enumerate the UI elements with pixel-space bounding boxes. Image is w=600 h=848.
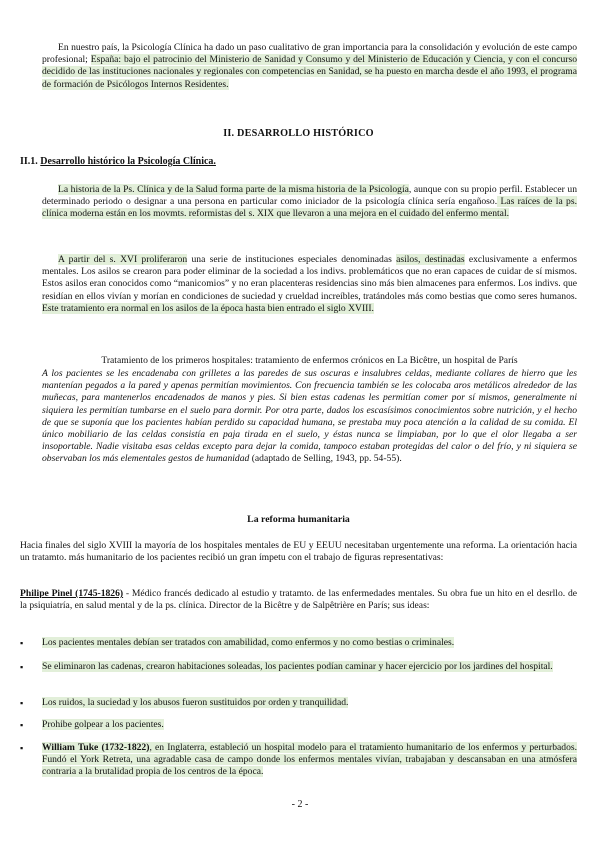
quote-body: A los pacientes se les encadenaba con grilletes a las paredes de sus oscuras e insalubres celdas, mediante collares de hierro que les mantenían pegados a la pared y apenas permitían movimientos. Con frecuencia también se les colocaba aros metálicos alrededor de las muñecas, para mantenerlos encadenados de manos y pies. Si bien estas cadenas les permitían comer por sí mismos, generalmente ni siquiera les permitían tumbarse en el suelo para dormir. Por otra parte, dados los escasísimos conocimientos sobre nutrición, y el hecho de que se suponía que los pacientes habían perdido su capacidad humana, se prestaba muy poca atención a la calidad de su comida. El único mobiliario de las celdas consistía en paja tirada en el suelo, y éstas nunca se limpiaban, por lo que el olor llegaba a ser insoportable. Nadie visitaba esas celdas excepto para dejar la comida, tampoco estaban protegidas del calor o del frío, y ni siquiera se observaban los más elementales gestos de humanidad bbox=[42, 368, 577, 465]
quote-title: Tratamiento de los primeros hospitales: tratamiento de enfermos crónicos en La Bicêtre, un hospital de París bbox=[101, 355, 518, 366]
list-item bbox=[20, 637, 577, 649]
page-number: - 2 - bbox=[291, 799, 309, 810]
asylums-text-1: una serie de instituciones especiales denominadas bbox=[187, 254, 397, 265]
intro-paragraph bbox=[42, 42, 577, 91]
history-highlight-2: Las raíces de la ps. clínica moderna están en los movmts. reformistas del s. XIX que llevaron a una mejora en el cuidado del enfermo mental. bbox=[42, 196, 577, 220]
history-text: , aunque con su propio perfil. Establecer un determinado periodo o designar a una persona en particular como iniciador de la psicología clínica sería engañoso. bbox=[42, 184, 578, 208]
section-title: II. DESARROLLO HISTÓRICO bbox=[223, 128, 374, 139]
list-item-tuke bbox=[20, 742, 577, 779]
pinel-name: Philipe Pinel (1745-1826) bbox=[20, 588, 124, 599]
pinel-paragraph bbox=[20, 588, 577, 612]
bullet-icon: ▪ bbox=[20, 662, 24, 672]
list-item bbox=[20, 719, 577, 731]
list-item bbox=[20, 661, 577, 673]
bullet-icon: ▪ bbox=[20, 698, 24, 708]
tuke-text: , en Inglaterra, estableció un hospital modelo para el tratamiento humanitario de los enfermos y perturbados. Fundó el York Retreta, una agradable casa de campo donde los enfermos mentales vivían, trabajaban y descansaban en una atmósfera contraria a la brutalidad propia de los centros de la época. bbox=[42, 742, 578, 778]
intro-highlight: España: bajo el patrocinio del Ministerio de Sanidad y Consumo y del Ministerio de Educación y Ciencia, y con el concurso decidido de las instituciones nacionales y regionales con competencias en Sanidad, se ha puesto en marcha desde el año 1993, el programa de formación de Psicólogos Internos Residentes. bbox=[42, 54, 577, 90]
reform-intro: Hacia finales del siglo XVIII la mayoría de los hospitales mentales de EU y EEUU necesitaban urgentemente una reforma. La orientación hacia un tratamto. más humanitario de los pacientes recibió un gran ímpetu con el trabajo de figuras representativas: bbox=[20, 540, 577, 564]
pinel-text: - Médico francés dedicado al estudio y tratamto. de las enfermedades mentales. Su obra fue un hito en el desrllo. de la psiquiatría, en salud mental y de la ps. clínica. Director de la Bicêtre y de Salpêtrière en París; sus ideas: bbox=[20, 588, 577, 612]
subsection-title: Desarrollo histórico la Psicología Clínica. bbox=[40, 156, 216, 167]
history-highlight-1: La historia de la Ps. Clínica y de la Salud forma parte de la misma historia de la Psicología bbox=[58, 184, 409, 195]
asylums-highlight-2: asilos, destinadas bbox=[396, 254, 465, 265]
asylums-highlight-3: Este tratamiento era normal en los asilos de la época hasta bien entrado el siglo XVIII. bbox=[42, 302, 374, 314]
bullet-text: Los ruidos, la suciedad y los abusos fueron sustituidos por orden y tranquilidad. bbox=[42, 697, 349, 708]
asylums-highlight-1: A partir del s. XVI proliferaron bbox=[58, 254, 188, 265]
subsection-heading bbox=[20, 156, 216, 168]
asylums-paragraph bbox=[42, 254, 577, 315]
bullet-icon: ▪ bbox=[20, 743, 24, 753]
asylums-text-2: exclusivamente a enfermos mentales. Los asilos se crearon para poder eliminar de la sociedad a los indivs. problemáticos que no eran capaces de cuidar de sí mismos. Estos asilos eran conocidos como “manicomios” y no eran placenteras residencias sino más bien almacenes para enfermos. Los indivs. que residían en ellos vivían y morían en condiciones de suciedad y crueldad increíbles, tratándoles más como bestias que como seres humanos. bbox=[42, 254, 577, 302]
history-paragraph bbox=[42, 184, 577, 221]
reform-title: La reforma humanitaria bbox=[247, 514, 350, 525]
list-item bbox=[20, 697, 577, 709]
bullet-icon: ▪ bbox=[20, 638, 24, 648]
bullet-text: Los pacientes mentales debían ser tratados con amabilidad, como enfermos y no como bestias o criminales. bbox=[42, 637, 455, 648]
tuke-name: William Tuke (1732-1822) bbox=[42, 742, 150, 753]
quote-citation: (adaptado de Selling, 1943, pp. 54-55). bbox=[249, 453, 402, 465]
bullet-icon: ▪ bbox=[20, 720, 24, 730]
subsection-number: II.1. bbox=[20, 156, 38, 167]
bullet-text: Se eliminaron las cadenas, crearon habitaciones soleadas, los pacientes podían caminar y hacer ejercicio por los jardines del hospital. bbox=[42, 661, 553, 672]
quote-block bbox=[42, 368, 577, 466]
intro-text: En nuestro país, la Psicología Clínica ha dado un paso cualitativo de gran importancia para la consolidación y evolución de este campo profesional; bbox=[42, 42, 577, 66]
bullet-text: Prohibe golpear a los pacientes. bbox=[42, 719, 164, 730]
